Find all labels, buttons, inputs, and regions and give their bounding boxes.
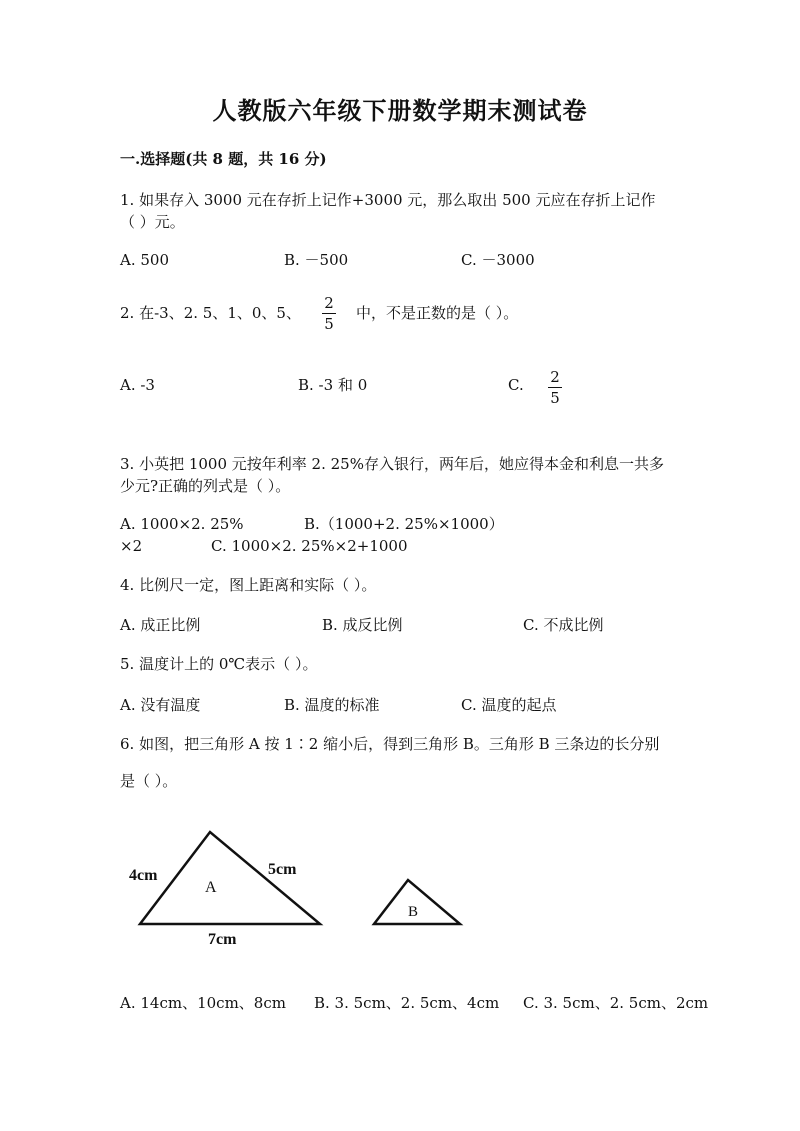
question-6-option-c: C. 3. 5cm、2. 5cm、2cm: [523, 994, 709, 1012]
question-4-option-a: A. 成正比例: [120, 616, 201, 634]
question-4-text: 4. 比例尺一定，图上距离和实际（ ）。: [120, 576, 377, 594]
triangle-a: [140, 832, 320, 924]
question-2-option-b: B. -3 和 0: [298, 376, 368, 394]
question-6-text: 6. 如图，把三角形 A 按 1∶2 缩小后，得到三角形 B。三角形 B 三条边的长分别: [120, 735, 660, 753]
side-bottom-label: 7cm: [208, 931, 237, 948]
side-right-label: 5cm: [268, 861, 297, 878]
fraction-numerator: 2: [324, 294, 334, 312]
question-2-option-a: A. -3: [120, 376, 155, 394]
side-left-label: 4cm: [129, 867, 158, 884]
question-4-option-b: B. 成反比例: [322, 616, 403, 634]
question-3-text: 3. 小英把 1000 元按年利率 2. 25%存入银行，两年后，她应得本金和利息一共多: [120, 455, 664, 473]
question-3-option-a: A. 1000×2. 25%: [120, 515, 244, 533]
question-3-option-b-cont: ×2: [120, 537, 143, 555]
question-2-text: 2. 在-3、2. 5、1、0、5、: [120, 304, 301, 322]
fraction-denominator: 5: [324, 315, 334, 333]
section-heading: 一.选择题(共 8 题，共 16 分): [120, 150, 327, 168]
question-2-option-c: C.: [508, 376, 524, 394]
question-5-option-a: A. 没有温度: [120, 696, 201, 714]
question-1-option-b: B. －500: [284, 251, 349, 269]
triangle-b-label: B: [408, 904, 419, 920]
fraction-numerator: 2: [550, 368, 560, 386]
question-1-option-a: A. 500: [120, 251, 169, 269]
question-6-option-b: B. 3. 5cm、2. 5cm、4cm: [314, 994, 500, 1012]
question-3-text-cont: 少元?正确的列式是（ ）。: [120, 477, 291, 495]
page-title: 人教版六年级下册数学期末测试卷: [212, 96, 588, 125]
question-3-option-b: B.（1000+2. 25%×1000）: [304, 515, 504, 533]
question-5-text: 5. 温度计上的 0℃表示（ ）。: [120, 655, 318, 673]
question-2-text-cont: 中，不是正数的是（ ）。: [356, 304, 519, 322]
question-5-option-c: C. 温度的起点: [461, 696, 557, 714]
question-1-text: 1. 如果存入 3000 元在存折上记作+3000 元，那么取出 500 元应在存折上记作: [120, 191, 656, 209]
triangle-a-label: A: [205, 879, 217, 896]
question-6-text-cont: 是（ ）。: [120, 772, 178, 790]
fraction-denominator: 5: [550, 389, 560, 407]
question-4-option-c: C. 不成比例: [523, 616, 604, 634]
question-3-option-c: C. 1000×2. 25%×2+1000: [211, 537, 408, 555]
question-6-option-a: A. 14cm、10cm、8cm: [120, 994, 286, 1012]
question-1-option-c: C. －3000: [461, 251, 535, 269]
question-5-option-b: B. 温度的标准: [284, 696, 380, 714]
question-1-text-cont: （ ）元。: [120, 213, 185, 231]
